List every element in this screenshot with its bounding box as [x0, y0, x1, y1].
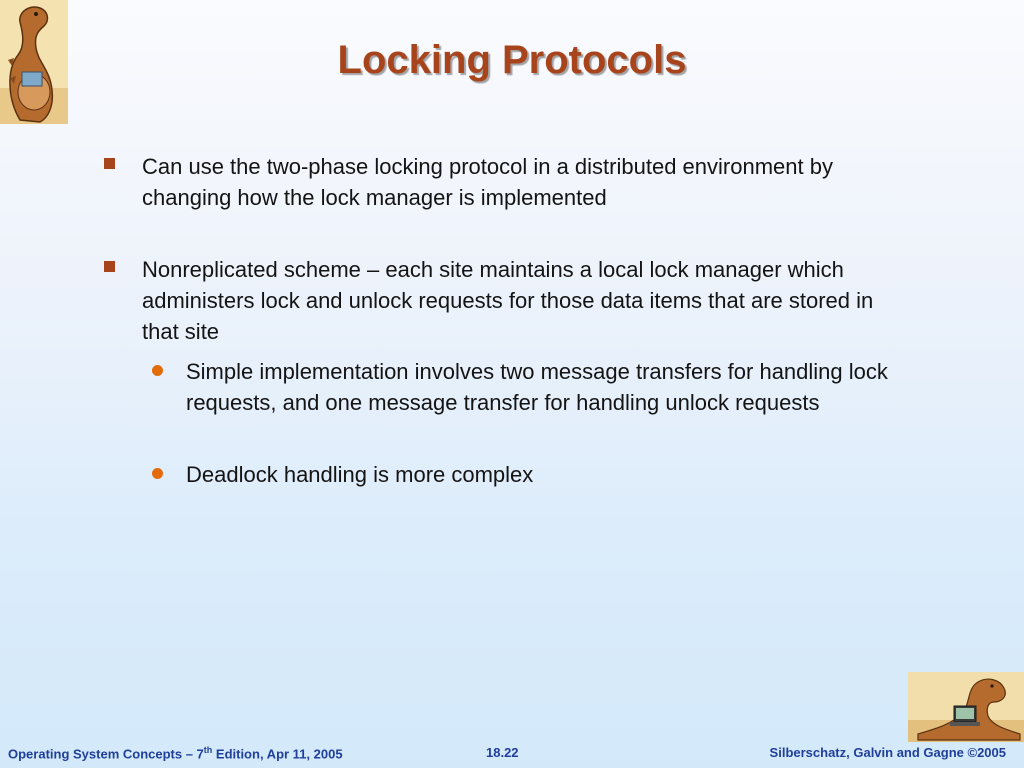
sub-bullet-item: [152, 459, 912, 490]
page-number: 18.22: [486, 745, 519, 760]
bullet-text: Can use the two-phase locking protocol in a distributed environment by changing how the lock manager is implemented: [142, 154, 833, 210]
bullet-item: [104, 151, 904, 213]
round-bullet-icon: [152, 365, 163, 376]
footer-right: Silberschatz, Galvin and Gagne ©2005: [769, 745, 1006, 760]
square-bullet-icon: [104, 158, 115, 169]
bullet-text: Nonreplicated scheme – each site maintains a local lock manager which administers lock and unlock requests for those data items that are stored in that site: [142, 257, 874, 344]
square-bullet-icon: [104, 261, 115, 272]
round-bullet-icon: [152, 468, 163, 479]
footer-left-suffix: Edition, Apr 11, 2005: [212, 746, 343, 762]
footer-left-sup: th: [203, 745, 213, 755]
bullet-item: [104, 254, 904, 347]
slide-title: Locking Protocols: [337, 38, 687, 82]
sub-bullet-text: Deadlock handling is more complex: [186, 462, 534, 487]
dinosaur-laptop-icon: [908, 672, 1024, 742]
footer-left-prefix: Operating System Concepts – 7: [8, 746, 204, 762]
footer-left: [8, 745, 343, 761]
sub-bullet-text: Simple implementation involves two message transfers for handling lock requests, and one message transfer for handling unlock requests: [186, 359, 888, 415]
sub-bullet-item: [152, 356, 912, 418]
